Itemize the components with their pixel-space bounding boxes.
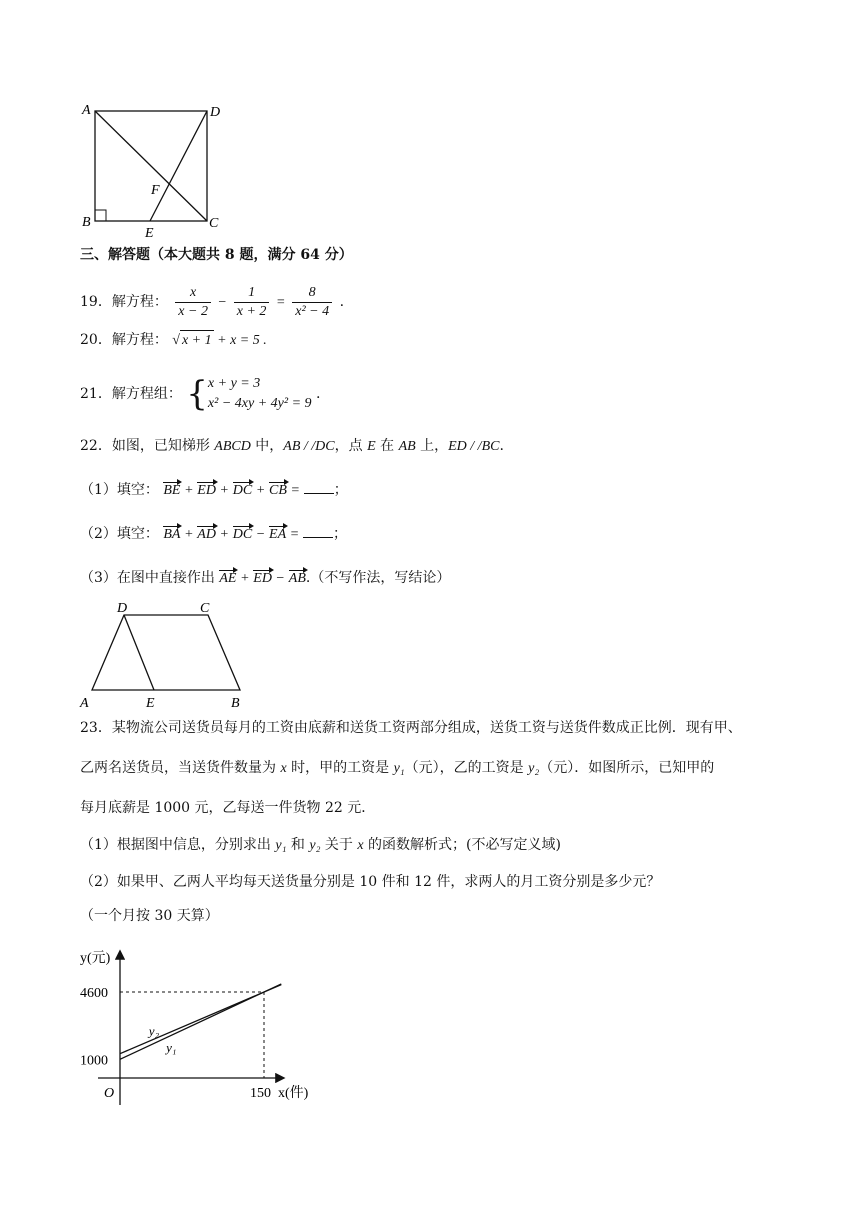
q19-fraction-1: $\frac{x}{x - 2}$ xyxy=(175,284,211,321)
question-23-line-1: 23．某物流公司送货员每月的工资由底薪和送货工资两部分组成，送货工资与送货件数成正比例．现有甲、 xyxy=(80,720,742,736)
label-A: A xyxy=(82,103,91,118)
question-23-part-1: （1）根据图中信息，分别求出 y₁ 和 y₂ 关于 x 的函数解析式；(不必写定义域) xyxy=(80,837,561,853)
trapezoid-figure xyxy=(78,596,258,712)
y-tick-1000: 1000 xyxy=(80,1053,108,1069)
series-label-y2: y₂ xyxy=(148,1023,160,1039)
question-20: 20．解方程： √ x + 1 + x = 5 . xyxy=(80,330,267,351)
wage-chart xyxy=(78,940,338,1110)
q21-number: 21． xyxy=(80,386,112,402)
label-D: D xyxy=(210,105,221,120)
q21-text: 解方程组： xyxy=(111,386,182,402)
square-figure xyxy=(80,100,230,240)
q20-radicand: x + 1 xyxy=(180,330,214,351)
label-B: B xyxy=(82,215,91,230)
x-tick-150: 150 xyxy=(250,1086,271,1101)
question-22-part-2: （2）填空： BA + AD + DC − EA = ； xyxy=(80,522,347,545)
question-23-line-2: 乙两名送货员，当送货件数量为 x 时，甲的工资是 y₁（元），乙的工资是 y₂（元）．如图所示，已知甲的 xyxy=(80,760,715,776)
label-F: F xyxy=(151,183,160,198)
question-23-line-3: 每月底薪是 1000 元，乙每送一件货物 22 元． xyxy=(80,800,376,816)
answer-blank-2[interactable] xyxy=(303,523,333,538)
label-B: B xyxy=(231,696,240,711)
q21-system: x + y = 3 x² − 4xy + 4y² = 9 xyxy=(207,376,312,411)
question-22: 22．如图，已知梯形 ABCD 中，AB / /DC，点 E 在 AB 上，ED / /BC. xyxy=(80,438,504,454)
q20-rest: + x = 5 . xyxy=(213,333,267,348)
q21-end: . xyxy=(315,386,321,402)
question-22-part-1: （1）填空： BE + ED + DC + CB = ； xyxy=(80,478,348,501)
series-line-y2 xyxy=(120,985,281,1054)
label-D: D xyxy=(117,601,128,616)
question-22-part-3: （3）在图中直接作出 AE + ED − AB.（不写作法，写结论） xyxy=(80,570,451,586)
q19-fraction-2: $\frac{1}{x + 2}$ xyxy=(234,284,270,321)
section-heading: 三、解答题（本大题共 8 题，满分 64 分） xyxy=(80,247,353,263)
q19-minus: − xyxy=(218,295,227,310)
answer-blank-1[interactable] xyxy=(304,479,334,494)
label-E: E xyxy=(146,696,155,711)
question-23-part-3: （一个月按 30 天算） xyxy=(80,908,219,924)
question-23-part-2: （2）如果甲、乙两人平均每天送货量分别是 10 件和 12 件，求两人的月工资分别是多少元？ xyxy=(80,874,661,890)
label-C: C xyxy=(200,601,210,616)
question-21: 21．解方程组： { x + y = 3 x² − 4xy + 4y² = 9 . xyxy=(80,374,321,414)
q19-number: 19． xyxy=(80,294,112,310)
label-E: E xyxy=(145,226,154,240)
x-axis-label: x(件) xyxy=(278,1086,309,1101)
label-C: C xyxy=(209,216,219,231)
question-19 xyxy=(80,280,344,325)
label-A: A xyxy=(80,696,89,711)
q19-text: 解方程： xyxy=(111,294,168,310)
y-axis-label: y(元) xyxy=(80,951,111,966)
q19-end: . xyxy=(339,294,345,310)
y-tick-4600: 4600 xyxy=(80,986,108,1001)
q20-text: 解方程： xyxy=(111,332,168,348)
origin-label: O xyxy=(104,1086,115,1101)
q20-number: 20． xyxy=(80,332,112,348)
q19-fraction-3: $\frac{8}{\text{x² − 4}}$ xyxy=(292,284,332,321)
q19-equals: = xyxy=(276,295,285,310)
series-label-y1: y₁ xyxy=(166,1039,177,1055)
